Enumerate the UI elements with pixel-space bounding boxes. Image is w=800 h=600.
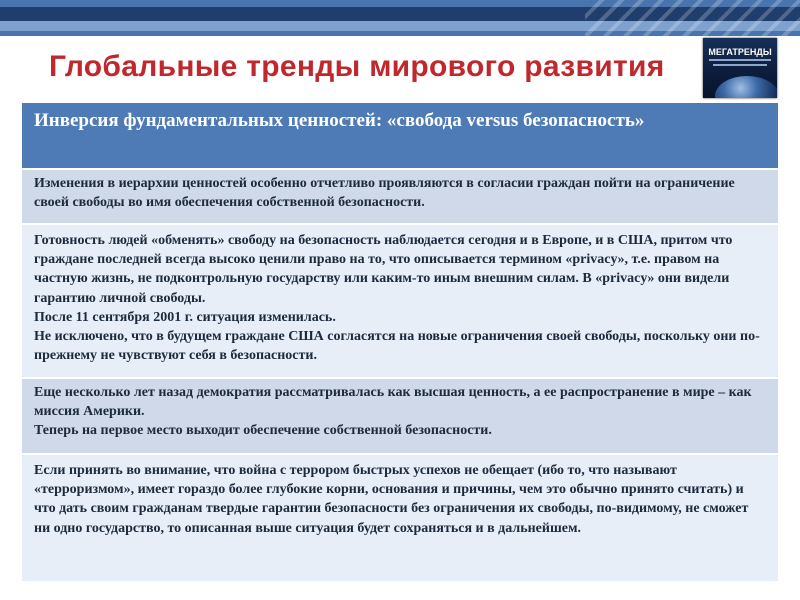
slide-title: Глобальные тренды мирового развития bbox=[49, 50, 665, 83]
content-table bbox=[22, 103, 778, 581]
table-header: Инверсия фундаментальных ценностей: «свобода versus безопасность» bbox=[22, 103, 778, 168]
book-cover-image bbox=[703, 38, 777, 98]
row-text: После 11 сентября 2001 г. ситуация изменилась. bbox=[34, 309, 336, 325]
book-cover-subtitle-line bbox=[709, 59, 771, 61]
table-row bbox=[22, 453, 778, 581]
row-text: Не исключено, что в будущем граждане США согласятся на новые ограничения своей свободы, поскольку они по-прежнему не чувствуют себя в безопасности. bbox=[34, 329, 760, 364]
table-row bbox=[22, 168, 778, 223]
table-row bbox=[22, 223, 778, 377]
row-text: Еще несколько лет назад демократия рассматривалась как высшая ценность, а ее распространение в мире – как миссия Америки. bbox=[34, 385, 752, 420]
top-banner bbox=[0, 0, 800, 36]
row-text: Готовность людей «обменять» свободу на безопасность наблюдается сегодня и в Европе, и в США, притом что граждане последней всегда высоко ценили право на то, что описывается термином «privacy», т.е. правом на частную жизнь, не подконтрольную государству или каким-то иным внешним силам. В «privacy» они видели гарантию личной свободы. bbox=[34, 233, 733, 306]
row-text: Изменения в иерархии ценностей особенно отчетливо проявляются в согласии граждан пойти на ограничение своей свободы во имя обеспечения собственной безопасности. bbox=[34, 176, 735, 211]
top-banner-decoration bbox=[585, 0, 800, 36]
table-row bbox=[22, 377, 778, 453]
row-text: Если принять во внимание, что война с террором быстрых успехов не обещает (ибо то, что называют «терроризмом», имеет гораздо более глубокие корни, основания и причины, чем это обычно принято считать) и что дать своим гражданам твердые гарантии безопасности без ограничения их свободы, по-видимому, не сможет ни одно государство, то описанная выше ситуация будет сохраняться и в дальнейшем. bbox=[34, 463, 749, 536]
globe-image bbox=[715, 76, 777, 98]
row-text: Теперь на первое место выходит обеспечение собственной безопасности. bbox=[34, 423, 492, 439]
book-cover-subtitle-line bbox=[713, 64, 767, 66]
book-cover-title: МЕГАТРЕНДЫ bbox=[708, 47, 772, 57]
